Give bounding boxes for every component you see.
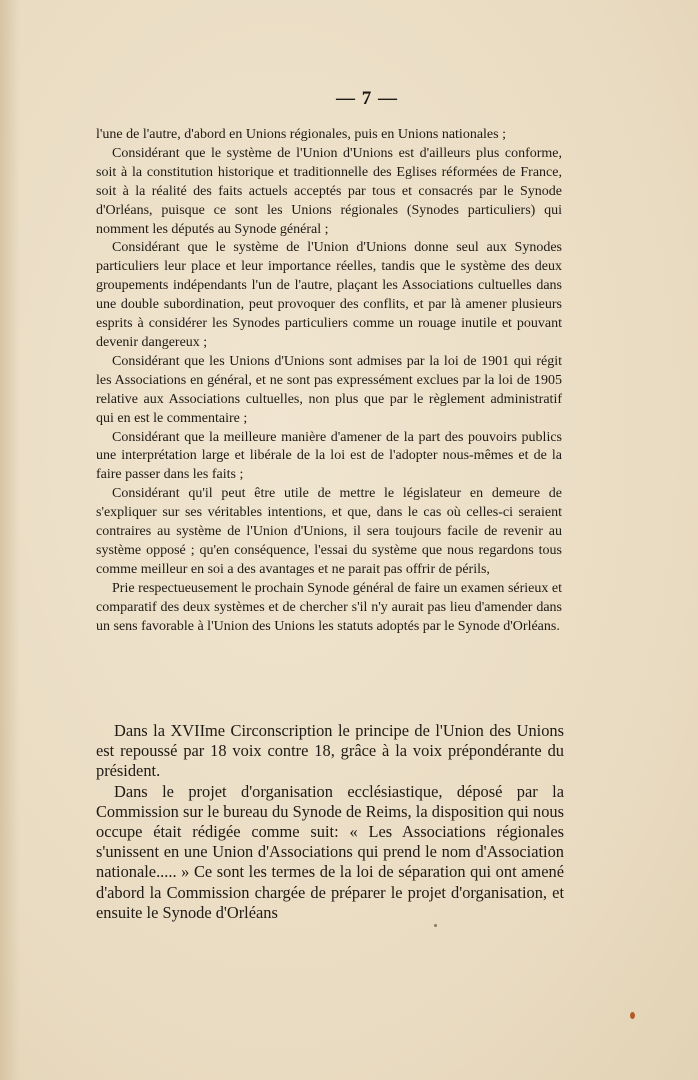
paper-speck xyxy=(630,1012,635,1019)
body-text-block xyxy=(96,721,564,923)
paragraph-prie: Prie respectueusement le prochain Synode général de faire un examen sérieux et comparatif des deux systèmes et de chercher s'il n'y aurait pas lieu d'amender dans un sens favorable à l'Union des Unions les statuts adoptés par le Synode d'Orléans. xyxy=(96,580,562,634)
paragraph-projet-organisation: Dans le projet d'organisation ecclésiastique, déposé par la Commission sur le bureau du Synode de Reims, la disposition qui nous occupe était rédigée comme suit: « Les Associations régionales s'unissent en une Union d'Associations qui prend le nom d'Association nationale..... » Ce sont les termes de la loi de séparation qui ont amené d'abord la Commission chargée de préparer le projet d'organisation, et ensuite le Synode d'Orléans xyxy=(96,781,564,922)
page-number: — 7 — xyxy=(336,88,398,109)
paragraph-continuation: l'une de l'autre, d'abord en Unions régionales, puis en Unions nationales ; xyxy=(96,127,506,142)
paper-speck xyxy=(434,924,437,927)
paragraph-considerant-5: Considérant qu'il peut être utile de mettre le législateur en demeure de s'expliquer sur ses véritables intentions, et que, dans le cas où celles-ci seraient contraires au système de l'Union d'Unions, il sera toujours facile de revenir au système opposé ; qu'en conséquence, l'essai du système que nous regardons tous comme meilleur en soi a des avantages et ne parait pas offrir de périls, xyxy=(96,486,562,577)
paragraph-considerant-3: Considérant que les Unions d'Unions sont admises par la loi de 1901 qui régit les Associations en général, et ne sont pas expressément exclues par la loi de 1905 relative aux Associations cultuelles, non plus que par le règlement administratif qui en est le commentaire ; xyxy=(96,353,562,426)
paragraph-considerant-4: Considérant que la meilleure manière d'amener de la part des pouvoirs publics une interprétation large et libérale de la loi est de l'adopter nous-mêmes et de la faire passer dans les faits ; xyxy=(96,429,562,483)
page-left-edge-shadow xyxy=(0,0,20,1080)
paragraph-considerant-1: Considérant que le système de l'Union d'Unions est d'ailleurs plus conforme, soit à la constitution historique et traditionnelle des Eglises réformées de France, soit à la réalité des faits actuels acceptés par tous et consacrés par le Synode d'Orléans, puisque ce sont les Unions régionales (Synodes particuliers) qui nomment les députés au Synode général ; xyxy=(96,145,562,237)
paragraph-circonscription: Dans la XVIIme Circonscription le principe de l'Union des Unions est repoussé par 18 voix contre 18, grâce à la voix prépondérante du président. xyxy=(96,721,564,781)
paragraph-considerant-2: Considérant que le système de l'Union d'Unions donne seul aux Synodes particuliers leur place et leur importance réelles, tandis que le système des deux groupements indépendants l'un de l'autre, plaçant les Associations cultuelles dans une double subordination, peut provoquer des conflits, et par là amener plusieurs esprits à considérer les Synodes particuliers comme un rouage inutile et pouvant devenir dangereux ; xyxy=(96,240,562,350)
resolution-text-block xyxy=(96,126,562,636)
